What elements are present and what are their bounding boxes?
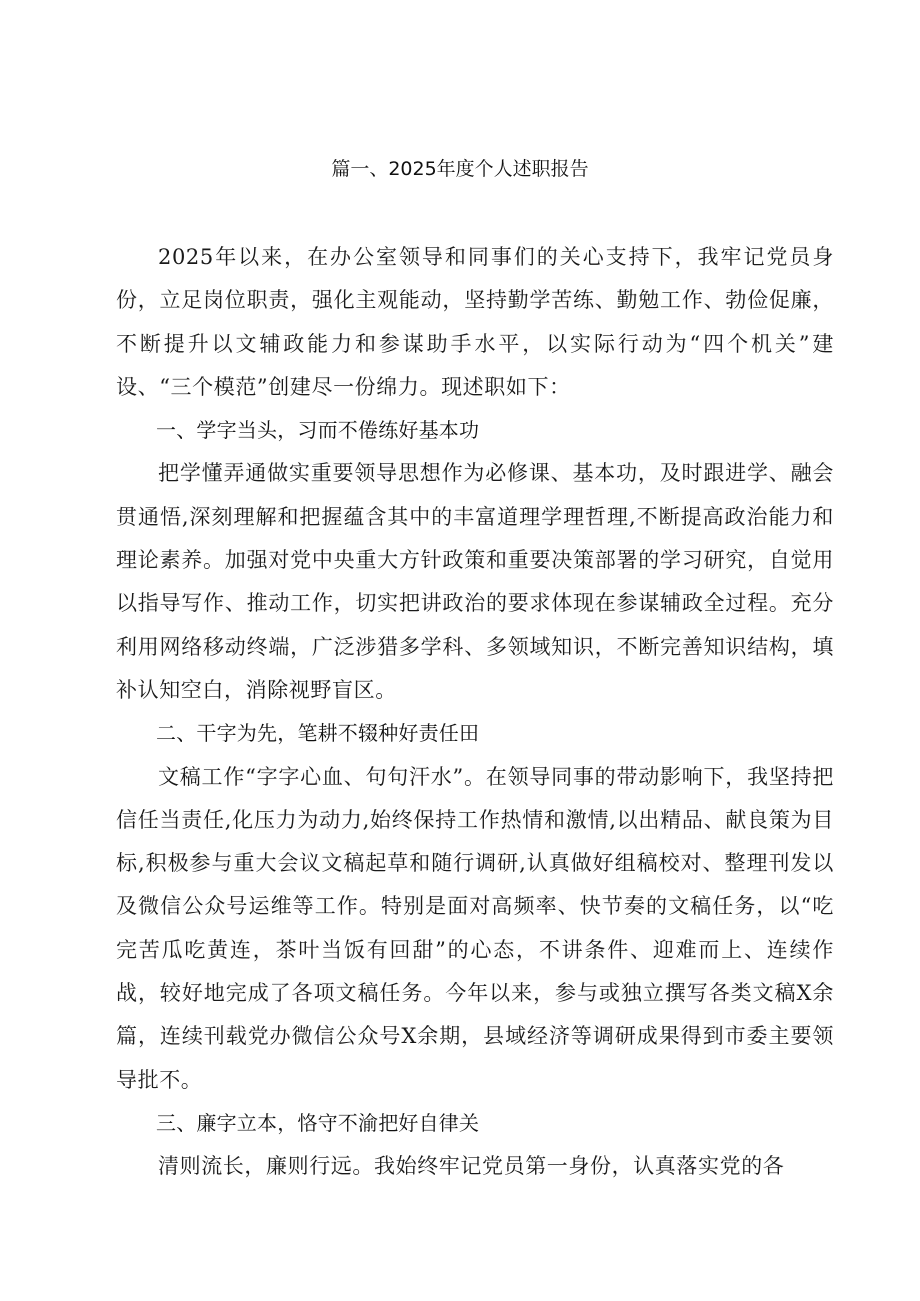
section-paragraph-work: 文稿工作“字字心血、句句汗水”。在领导同事的带动影响下，我坚持把信任当责任,化压力为动力,始终保持工作热情和激情,以出精品、献良策为目标,积极参与重大会议文稿起草和随行调研,认真做好组稿校对、整理刊发以及微信公众号运维等工作。特别是面对高频率、快节奏的文稿任务，以“吃完苦瓜吃黄连，茶叶当饭有回甜”的心态，不讲条件、迎难而上、连续作战，较好地完成了各项文稿任务。今年以来，参与或独立撰写各类文稿X余篇，连续刊载党办微信公众号X余期，县域经济等调研成果得到市委主要领导批不。 bbox=[116, 764, 834, 1092]
intro-paragraph: 2025年以来，在办公室领导和同事们的关心支持下，我牢记党员身份，立足岗位职责，强化主观能动，坚持勤学苦练、勤勉工作、勃俭促廉，不断提升以文辅政能力和参谋助手水平，以实际行动为“四个机关”建设、“三个模范”创建尽一份绵力。现述职如下： bbox=[116, 245, 834, 399]
document-title: 篇一、2025年度个人述职报告 bbox=[331, 158, 589, 180]
section-heading-integrity: 三、廉字立本，恪守不渝把好自律关 bbox=[156, 1110, 480, 1135]
section-paragraph-study: 把学懂弄通做实重要领导思想作为必修课、基本功，及时跟进学、融会贯通悟,深刻理解和把握蕴含其中的丰富道理学理哲理,不断提高政治能力和理论素养。加强对党中央重大方针政策和重要决策部署的学习研究，自觉用以指导写作、推动工作，切实把讲政治的要求体现在参谋辅政全过程。充分利用网络移动终端，广泛涉猎多学科、多领域知识，不断完善知识结构，填补认知空白，消除视野盲区。 bbox=[116, 461, 834, 702]
section-heading-study: 一、学字当头，习而不倦练好基本功 bbox=[156, 418, 480, 443]
document-body bbox=[116, 236, 834, 1189]
section-heading-work: 二、干字为先，笔耕不辍种好责任田 bbox=[156, 721, 480, 746]
section-paragraph-integrity: 清则流长，廉则行远。我始终牢记党员第一身份，认真落实党的各 bbox=[158, 1154, 785, 1179]
